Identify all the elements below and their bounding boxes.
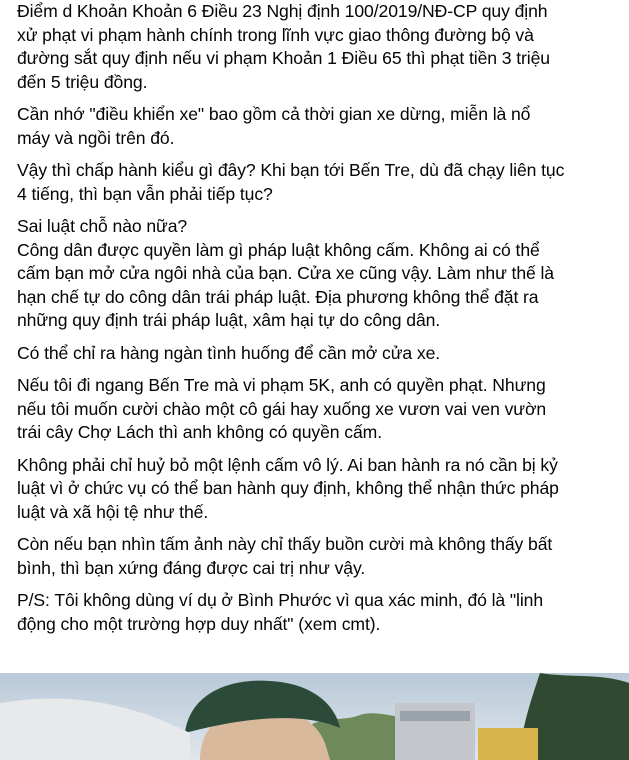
post-photo[interactable] [0,673,629,760]
post-paragraph: Điểm d Khoản Khoản 6 Điều 23 Nghị định 100/2019/NĐ-CP quy định xử phạt vi phạm hành chính trong lĩnh vực giao thông đường bộ và đường sắt quy định nếu vi phạm Khoản 1 Điều 65 thì phạt tiền 3 triệu đến 5 triệu đồng. [17,1,550,92]
post-paragraph: P/S: Tôi không dùng ví dụ ở Bình Phước vì qua xác minh, đó là "linh động cho một trường hợp duy nhất" (xem cmt). [17,590,544,634]
post-paragraph: Công dân được quyền làm gì pháp luật không cấm. Không ai có thể cấm bạn mở cửa ngôi nhà của bạn. Cửa xe cũng vậy. Làm như thế là hạn chế tự do công dân trái pháp luật. Địa phương không thể đặt ra những quy định trái pháp luật, xâm hại tự do công dân. [17,239,554,330]
photo-scene [0,673,629,760]
photo-vehicle [478,728,538,760]
post-paragraph: Còn nếu bạn nhìn tấm ảnh này chỉ thấy buồn cười mà không thấy bất bình, thì bạn xứng đáng được cai trị như vậy. [17,534,553,578]
post-paragraph: Có thể chỉ ra hàng ngàn tình huống để cần mở cửa xe. [17,342,441,363]
post-paragraph: Sai luật chỗ nào nữa? [17,216,188,236]
post-paragraph: Vậy thì chấp hành kiểu gì đây? Khi bạn tới Bến Tre, dù đã chạy liên tục 4 tiếng, thì bạn vẫn phải tiếp tục? [17,160,565,204]
post-text [17,0,617,645]
post-paragraph: Nếu tôi đi ngang Bến Tre mà vi phạm 5K, anh có quyền phạt. Nhưng nếu tôi muốn cười chào một cô gái hay xuống xe vươn vai ven vườn trái cây Chợ Lách thì anh không có quyền cấm. [17,375,547,442]
post-paragraph: Cần nhớ "điều khiển xe" bao gồm cả thời gian xe dừng, miễn là nổ máy và ngồi trên đó. [17,104,531,148]
post-paragraph: Không phải chỉ huỷ bỏ một lệnh cấm vô lý. Ai ban hành ra nó cần bị kỷ luật vì ở chức vụ có thể ban hành quy định, không thể nhận thức pháp luật và xã hội tệ như thế. [17,454,559,522]
